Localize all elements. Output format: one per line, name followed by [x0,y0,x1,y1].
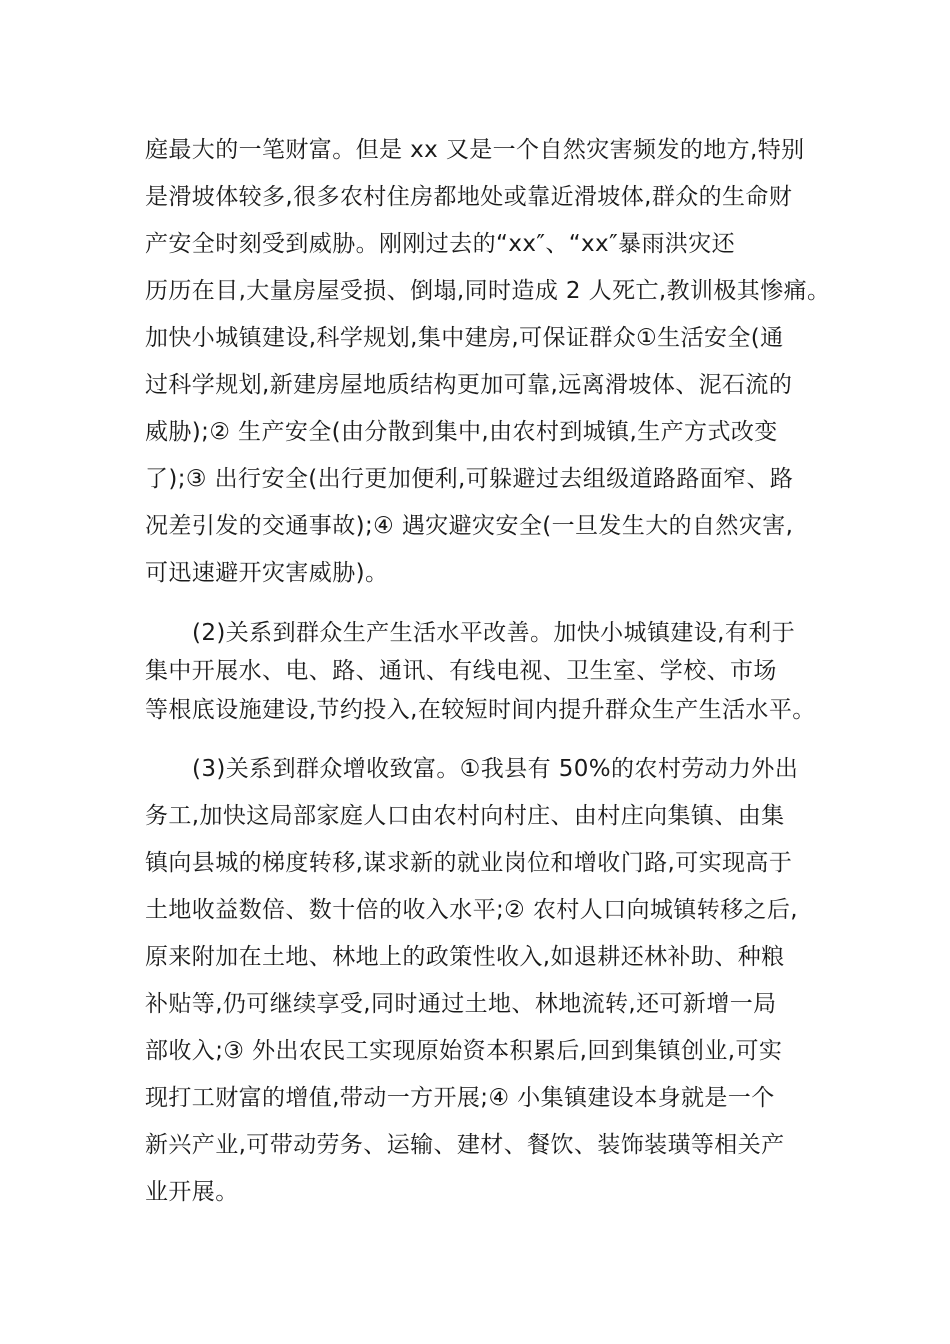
paragraph-3-line-9: 新兴产业,可带动劳务、运输、建材、餐饮、装饰装璜等相关产 [145,1132,785,1158]
paragraph-3-line-7: 部收入;③ 外出农民工实现原始资本积累后,回到集镇创业,可实 [145,1038,783,1064]
paragraph-1-line-5: 加快小城镇建设,科学规划,集中建房,可保证群众①生活安全(通 [145,325,784,351]
paragraph-1-line-2: 是滑坡体较多,很多农村住房都地处或靠近滑坡体,群众的生命财 [145,184,793,210]
paragraph-3-line-8: 现打工财富的增值,带动一方开展;④ 小集镇建设本身就是一个 [145,1085,775,1111]
paragraph-1-line-3: 产安全时刻受到威胁。刚刚过去的“xx″、“xx″暴雨洪灾还 [145,231,736,257]
paragraph-2-line-3: 等根底设施建设,节约投入,在较短时间内提升群众生产生活水平。 [145,697,816,723]
paragraph-2-line-1: (2)关系到群众生产生活水平改善。加快小城镇建设,有利于 [192,620,796,646]
paragraph-2-line-2: 集中开展水、电、路、通讯、有线电视、卫生室、学校、市场 [145,658,777,684]
paragraph-3-line-10: 业开展。 [145,1179,239,1205]
paragraph-1-line-7: 威胁);② 生产安全(由分散到集中,由农村到城镇,生产方式改变 [145,419,778,445]
paragraph-3-line-2: 务工,加快这局部家庭人口由农村向村庄、由村庄向集镇、由集 [145,803,785,829]
paragraph-1-line-6: 过科学规划,新建房屋地质结构更加可靠,远离滑坡体、泥石流的 [145,372,793,398]
paragraph-3-line-6: 补贴等,仍可继续享受,同时通过土地、林地流转,还可新增一局 [145,991,777,1017]
paragraph-3-line-5: 原来附加在土地、林地上的政策性收入,如退耕还林补助、种粮 [145,944,785,970]
paragraph-1-line-4: 历历在目,大量房屋受损、倒塌,同时造成 2 人死亡,教训极其惨痛。 [145,278,831,304]
paragraph-1-line-9: 况差引发的交通事故);④ 遇灾避灾安全(一旦发生大的自然灾害, [145,513,794,539]
paragraph-1-line-8: 了);③ 出行安全(出行更加便利,可躲避过去组级道路路面窄、路 [145,466,794,492]
paragraph-1-line-1: 庭最大的一笔财富。但是 xx 又是一个自然灾害频发的地方,特别 [145,137,805,163]
paragraph-3-line-4: 土地收益数倍、数十倍的收入水平;② 农村人口向城镇转移之后, [145,897,798,923]
paragraph-3-line-1: (3)关系到群众增收致富。①我县有 50%的农村劳动力外出 [192,756,799,782]
paragraph-3-line-3: 镇向县城的梯度转移,谋求新的就业岗位和增收门路,可实现高于 [145,850,793,876]
paragraph-1-line-10: 可迅速避开灾害威胁)。 [145,560,389,586]
